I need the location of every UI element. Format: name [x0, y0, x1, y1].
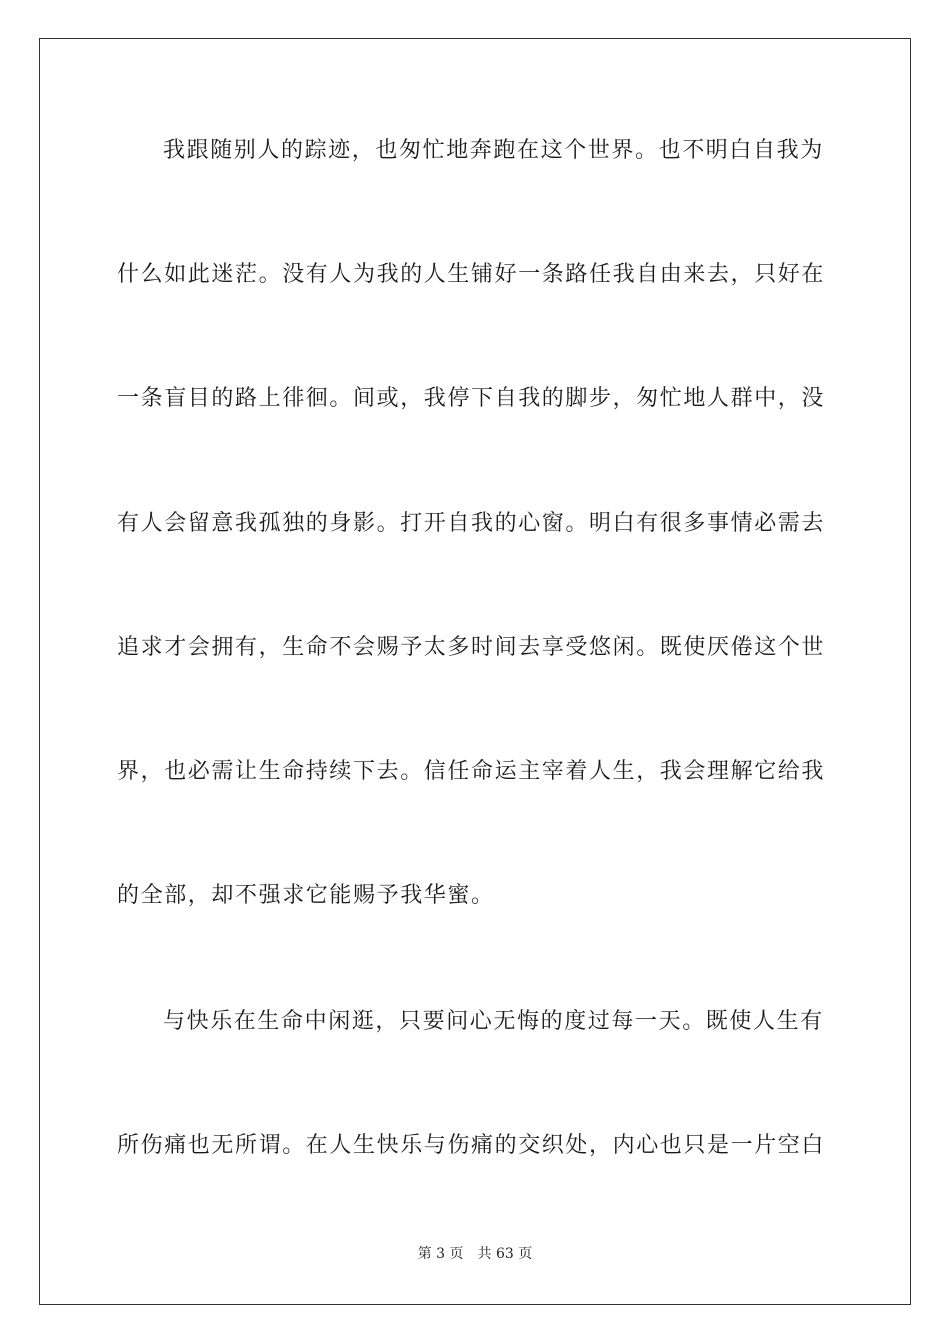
paragraph-1-line-1: 我跟随别人的踪迹，也匆忙地奔跑在这个世界。也不明白自我为: [163, 138, 824, 163]
page-number: 第 3 页: [417, 1246, 464, 1262]
page-border: [39, 38, 911, 1305]
page-footer: [0, 1244, 950, 1264]
paragraph-1-line-7: 的全部，却不强求它能赐予我华蜜。: [117, 883, 495, 908]
total-pages: 共 63 页: [477, 1246, 533, 1262]
paragraph-1-line-4: 有人会留意我孤独的身影。打开自我的心窗。明白有很多事情必需去: [117, 511, 826, 536]
paragraph-1-line-6: 界，也必需让生命持续下去。信任命运主宰着人生，我会理解它给我: [117, 759, 826, 784]
paragraph-1-line-5: 追求才会拥有，生命不会赐予太多时间去享受悠闲。既使厌倦这个世: [117, 635, 826, 660]
paragraph-2-line-1: 与快乐在生命中闲逛，只要问心无悔的度过每一天。既使人生有: [163, 1009, 824, 1034]
paragraph-1-line-2: 什么如此迷茫。没有人为我的人生铺好一条路任我自由来去，只好在: [117, 262, 826, 287]
paragraph-1-line-3: 一条盲目的路上徘徊。间或，我停下自我的脚步，匆忙地人群中，没: [117, 386, 826, 411]
paragraph-2-line-2: 所伤痛也无所谓。在人生快乐与伤痛的交织处，内心也只是一片空白: [117, 1133, 826, 1158]
